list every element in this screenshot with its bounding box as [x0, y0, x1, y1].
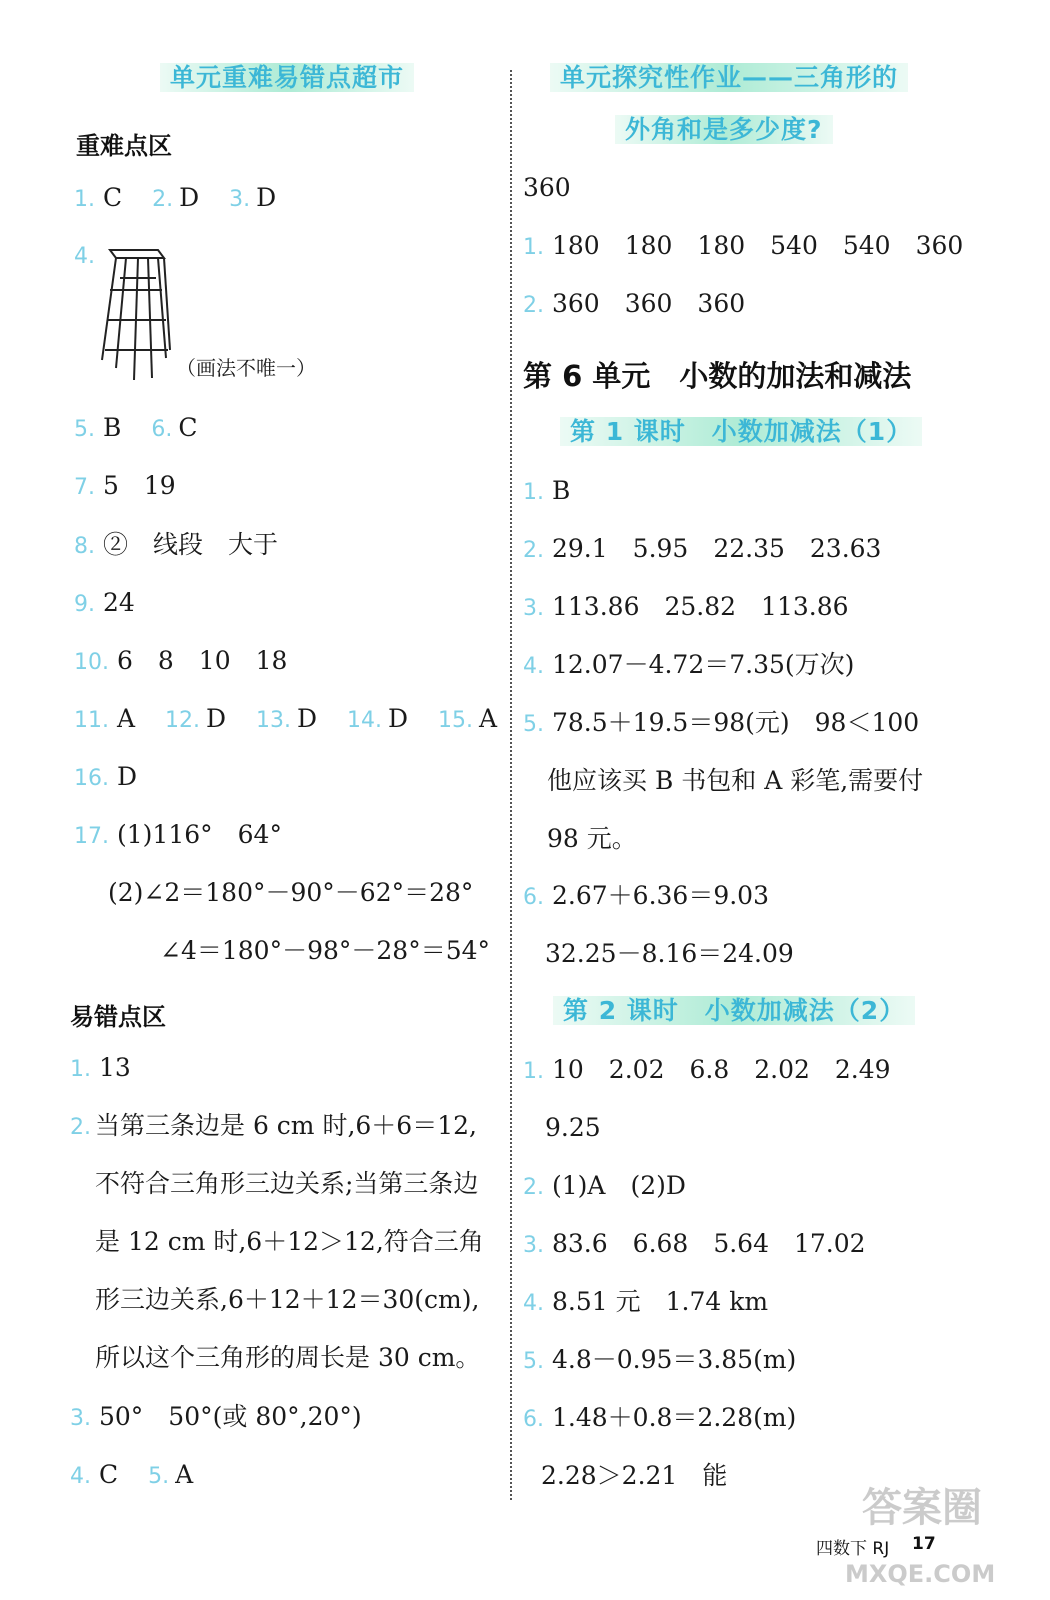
answer-4: 4. — [74, 244, 95, 269]
footer-book-label: 四数下 RJ — [816, 1539, 890, 1559]
l2-answer-5: 5. 4.8－0.95＝3.85(m) — [523, 1345, 797, 1374]
drawing-note: （画法不唯一） — [176, 356, 316, 380]
banner-right-line1: 单元探究性作业——三角形的 — [550, 58, 908, 94]
error-answer-2: 当第三条边是 6 cm 时,6＋6＝12,不符合三角形三边关系;当第三条边是 12 cm 时,6＋12＞12,符合三角形三边关系,6＋12＋12＝30(cm),所以这个三角形的周长是 30 cm。 — [95, 1111, 484, 1372]
explore-answer-1: 1. 180 180 180 540 540 360 — [523, 231, 964, 260]
banner-right-line2: 外角和是多少度? — [615, 110, 833, 146]
intro-answer: 360 — [523, 173, 571, 202]
lesson-1-title: 第 1 课时 小数加减法（1） — [560, 412, 922, 448]
page-number: 17 — [912, 1534, 936, 1554]
answers-1-3: 1. C 2. D 3. D — [74, 183, 277, 212]
lesson-2-title: 第 2 课时 小数加减法（2） — [553, 991, 915, 1027]
error-answer-2-number: 2. — [70, 1115, 91, 1140]
l2-answer-2: 2. (1)A (2)D — [523, 1171, 686, 1200]
l1-answer-3: 3. 113.86 25.82 113.86 — [523, 592, 849, 621]
explore-answer-2: 2. 360 360 360 — [523, 289, 746, 318]
answer-8: 8. ② 线段 大于 — [74, 530, 279, 559]
l1-answer-2: 2. 29.1 5.95 22.35 23.63 — [523, 534, 882, 563]
l2-answer-1: 1. 10 2.02 6.8 2.02 2.49 — [523, 1055, 891, 1084]
answer-17-part2: (2)∠2＝180°－90°－62°＝28° — [108, 878, 474, 907]
watermark-logo: 答案圈 — [862, 1485, 982, 1531]
section-error-prone: 易错点区 — [70, 1003, 166, 1031]
l2-answer-6-line2: 2.28＞2.21 能 — [541, 1461, 728, 1490]
l2-answer-6: 6. 1.48＋0.8＝2.28(m) — [523, 1403, 797, 1432]
answers-11-15: 11. A 12. D 13. D 14. D 15. A — [74, 704, 498, 733]
answers-5-6: 5. B 6. C — [74, 413, 198, 442]
l2-answer-3: 3. 83.6 6.68 5.64 17.02 — [523, 1229, 866, 1258]
l1-answer-5: 5. 78.5＋19.5＝98(元) 98＜100 — [523, 708, 920, 737]
unit-6-title: 第 6 单元 小数的加法和减法 — [523, 359, 912, 393]
stool-drawing — [96, 240, 176, 385]
l1-answer-4: 4. 12.07－4.72＝7.35(万次) — [523, 650, 855, 679]
answer-7: 7. 5 19 — [74, 471, 176, 500]
answer-10: 10. 6 8 10 18 — [74, 646, 288, 675]
l1-answer-1: 1. B — [523, 476, 571, 505]
answer-16: 16. D — [74, 762, 138, 791]
l1-answer-6: 6. 2.67＋6.36＝9.03 — [523, 881, 769, 910]
l2-answer-4: 4. 8.51 元 1.74 km — [523, 1287, 769, 1316]
error-answer-3: 3. 50° 50°(或 80°,20°) — [70, 1402, 362, 1431]
answer-17-part3: ∠4＝180°－98°－28°＝54° — [160, 936, 491, 965]
section-key-points: 重难点区 — [76, 132, 172, 160]
answer-9: 9. 24 — [74, 588, 135, 617]
column-divider — [510, 70, 512, 1500]
watermark-url: MXQE.COM — [845, 1560, 996, 1588]
error-answer-1: 1. 13 — [70, 1053, 131, 1082]
l1-answer-6-line2: 32.25－8.16＝24.09 — [545, 939, 794, 968]
l1-answer-5-explanation: 他应该买 B 书包和 A 彩笔,需要付 98 元。 — [547, 766, 924, 853]
banner-left: 单元重难易错点超市 — [160, 58, 414, 94]
answer-17-part1: 17. (1)116° 64° — [74, 820, 282, 849]
l2-answer-1-line2: 9.25 — [545, 1113, 601, 1142]
error-answers-4-5: 4. C 5. A — [70, 1460, 194, 1489]
